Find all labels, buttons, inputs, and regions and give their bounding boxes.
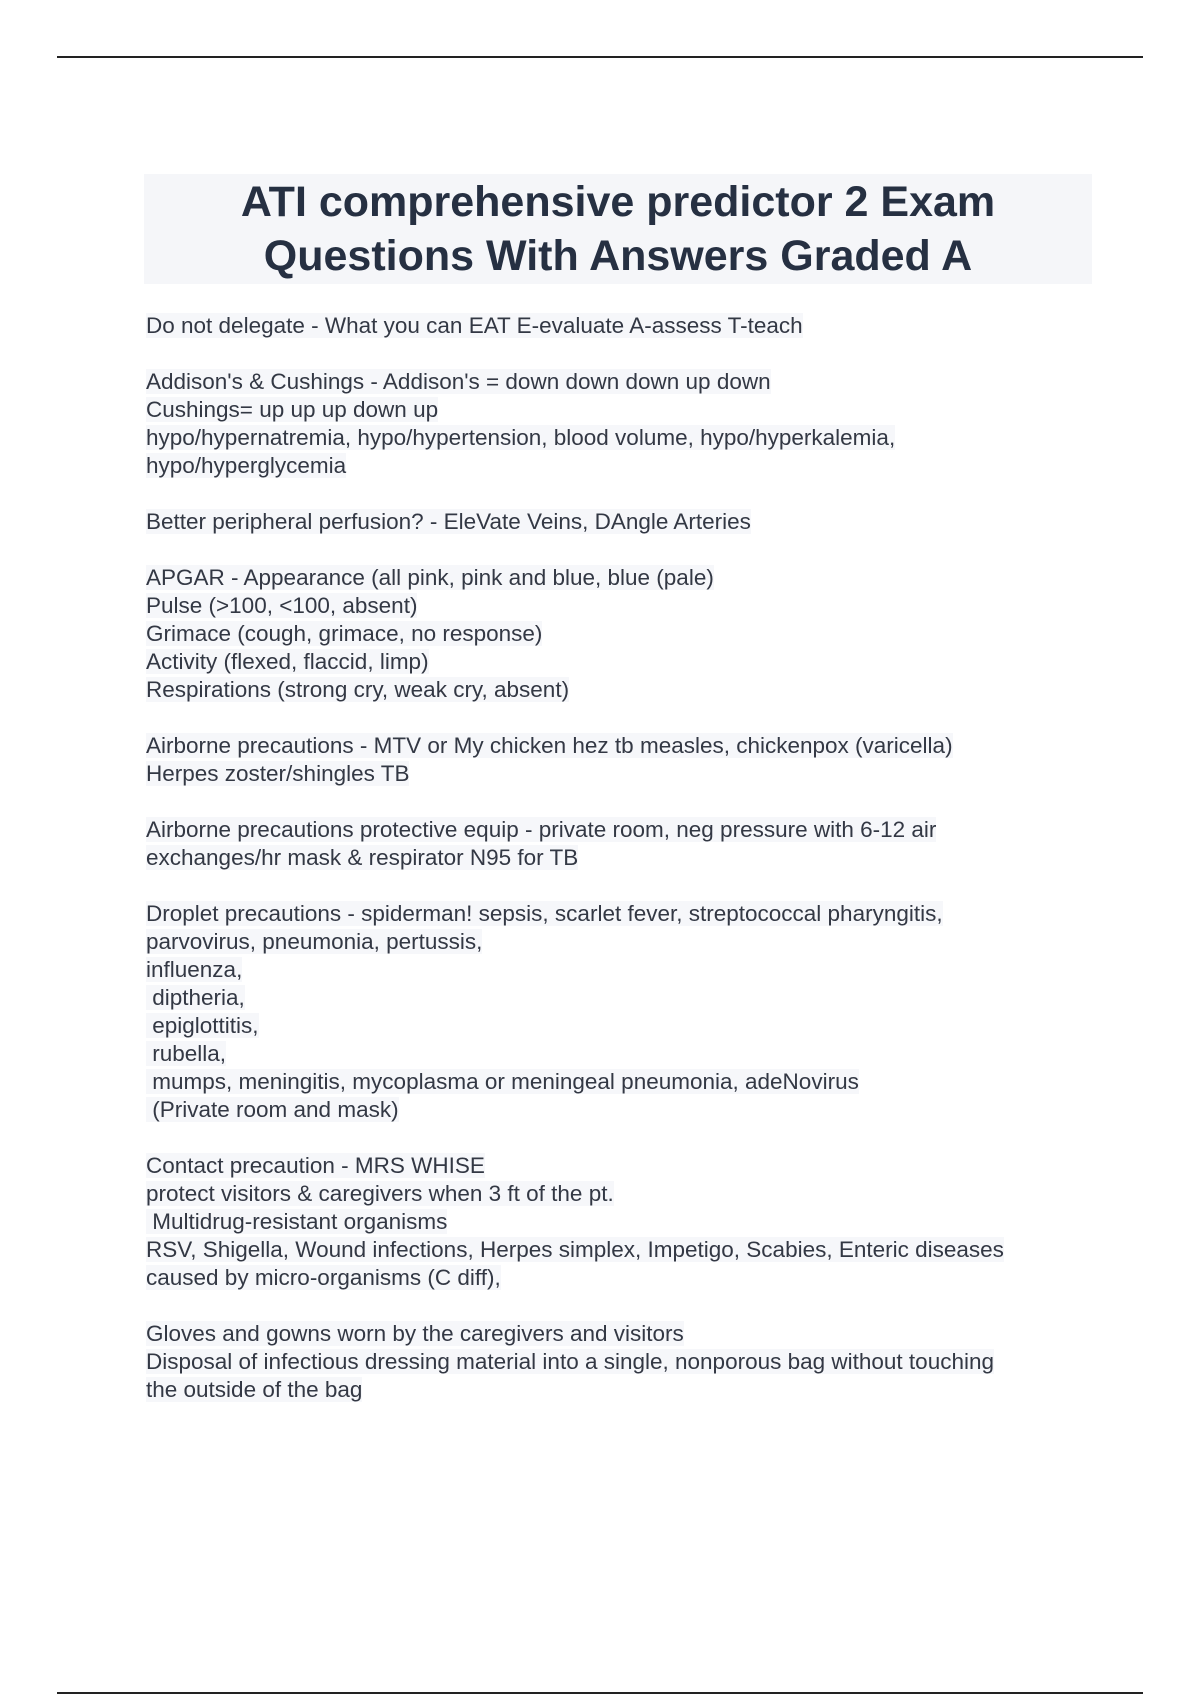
entry-line: Grimace (cough, grimace, no response) xyxy=(146,621,543,646)
header-rule xyxy=(57,56,1143,58)
document-title xyxy=(144,174,1092,284)
qa-entry-airborne xyxy=(146,732,1096,788)
entry-line: Activity (flexed, flaccid, limp) xyxy=(146,649,429,674)
qa-entry-droplet xyxy=(146,900,1096,1124)
qa-entry-contact xyxy=(146,1152,1096,1292)
entry-line: Do not delegate - What you can EAT E-evaluate A-assess T-teach xyxy=(146,313,803,338)
qa-entry-addisons-cushings xyxy=(146,368,1096,480)
entry-line: caused by micro-organisms (C diff), xyxy=(146,1265,501,1290)
entry-line: Multidrug-resistant organisms xyxy=(146,1209,448,1234)
entry-line: epiglottitis, xyxy=(146,1013,259,1038)
entry-line: APGAR - Appearance (all pink, pink and blue, blue (pale) xyxy=(146,565,714,590)
title-line-2: Questions With Answers Graded A xyxy=(263,232,973,280)
qa-entry-delegate xyxy=(146,312,1096,340)
entry-line: protect visitors & caregivers when 3 ft of the pt. xyxy=(146,1181,614,1206)
title-line-1: ATI comprehensive predictor 2 Exam xyxy=(240,178,996,226)
entry-line: exchanges/hr mask & respirator N95 for TB xyxy=(146,845,579,870)
entry-line: RSV, Shigella, Wound infections, Herpes simplex, Impetigo, Scabies, Enteric diseases xyxy=(146,1237,1004,1262)
entry-line: Airborne precautions protective equip - private room, neg pressure with 6-12 air xyxy=(146,817,937,842)
footer-rule xyxy=(57,1692,1143,1694)
entry-line: Disposal of infectious dressing material into a single, nonporous bag without touching xyxy=(146,1349,995,1374)
document-body xyxy=(146,312,1096,1432)
entry-line: mumps, meningitis, mycoplasma or meningeal pneumonia, adeNovirus xyxy=(146,1069,859,1094)
qa-entry-gloves-gowns xyxy=(146,1320,1096,1404)
qa-entry-airborne-equip xyxy=(146,816,1096,872)
entry-line: Herpes zoster/shingles TB xyxy=(146,761,410,786)
entry-line: parvovirus, pneumonia, pertussis, xyxy=(146,929,483,954)
entry-line: rubella, xyxy=(146,1041,227,1066)
qa-entry-apgar xyxy=(146,564,1096,704)
entry-line: Pulse (>100, <100, absent) xyxy=(146,593,418,618)
entry-line: Contact precaution - MRS WHISE xyxy=(146,1153,485,1178)
entry-line: the outside of the bag xyxy=(146,1377,363,1402)
entry-line: Gloves and gowns worn by the caregivers and visitors xyxy=(146,1321,684,1346)
entry-line: Addison's & Cushings - Addison's = down down down up down xyxy=(146,369,771,394)
entry-line: hypo/hypernatremia, hypo/hypertension, blood volume, hypo/hyperkalemia, xyxy=(146,425,896,450)
entry-line: Respirations (strong cry, weak cry, absent) xyxy=(146,677,570,702)
entry-line: (Private room and mask) xyxy=(146,1097,399,1122)
entry-line: diptheria, xyxy=(146,985,245,1010)
entry-line: Airborne precautions - MTV or My chicken hez tb measles, chickenpox (varicella) xyxy=(146,733,953,758)
entry-line: Cushings= up up up down up xyxy=(146,397,439,422)
qa-entry-perfusion xyxy=(146,508,1096,536)
entry-line: Droplet precautions - spiderman! sepsis, scarlet fever, streptococcal pharyngitis, xyxy=(146,901,943,926)
entry-line: influenza, xyxy=(146,957,243,982)
entry-line: hypo/hyperglycemia xyxy=(146,453,347,478)
entry-line: Better peripheral perfusion? - EleVate Veins, DAngle Arteries xyxy=(146,509,751,534)
